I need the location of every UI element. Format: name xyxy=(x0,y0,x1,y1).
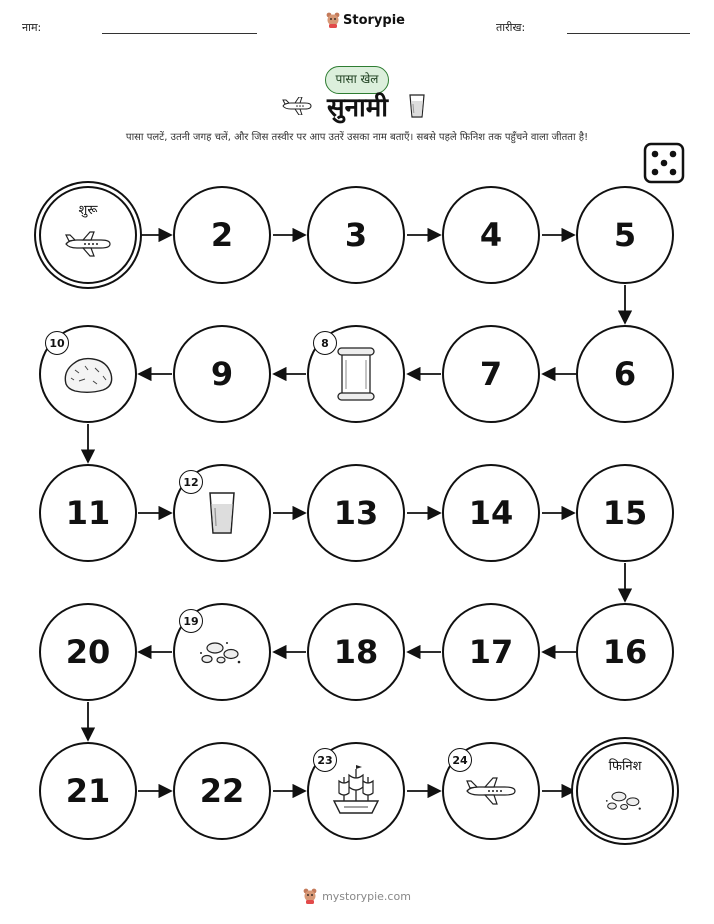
cell-6[interactable] xyxy=(576,325,674,423)
cell-15[interactable] xyxy=(576,464,674,562)
cell-22[interactable] xyxy=(173,742,271,840)
glass-icon xyxy=(207,490,237,536)
footer-url[interactable]: mystorypie.com xyxy=(322,889,411,903)
cell-number: 2 xyxy=(210,216,234,254)
ship-icon xyxy=(330,763,382,819)
pebbles-icon xyxy=(603,787,647,813)
cell-tag-19: 19 xyxy=(179,609,203,633)
cell-4[interactable] xyxy=(442,186,540,284)
cell-number: 17 xyxy=(468,633,514,671)
cell-start[interactable] xyxy=(39,186,137,284)
cell-number: 21 xyxy=(65,772,111,810)
date-label: तारीख: xyxy=(496,21,526,34)
cell-2[interactable] xyxy=(173,186,271,284)
finish-label: फिनिश xyxy=(608,759,642,774)
cell-tag-8: 8 xyxy=(313,331,337,355)
cell-18[interactable] xyxy=(307,603,405,701)
cell-number: 18 xyxy=(333,633,379,671)
name-label: नाम: xyxy=(22,21,42,34)
cell-number: 20 xyxy=(65,633,111,671)
cell-number: 22 xyxy=(199,772,245,810)
cell-16[interactable] xyxy=(576,603,674,701)
cell-11[interactable] xyxy=(39,464,137,562)
footer xyxy=(0,888,714,904)
cell-number: 4 xyxy=(479,216,503,254)
cell-number: 15 xyxy=(602,494,648,532)
airplane-icon xyxy=(63,231,113,257)
cell-tag-23: 23 xyxy=(313,748,337,772)
rock-icon xyxy=(61,354,115,394)
page-title: सुनामी xyxy=(327,93,389,123)
scroll-icon xyxy=(336,346,376,402)
brand-name: Storypie xyxy=(343,12,405,28)
cell-number: 7 xyxy=(479,355,503,393)
cell-tag-10: 10 xyxy=(45,331,69,355)
cell-number: 5 xyxy=(613,216,637,254)
cell-number: 14 xyxy=(468,494,514,532)
cell-finish[interactable] xyxy=(576,742,674,840)
cell-tag-12: 12 xyxy=(179,470,203,494)
instructions: पासा पलटें, उतनी जगह चलें, और जिस तस्वीर पर आप उतरें उसका नाम बताएँ। सबसे पहले फिनिश तक पहुँचने वाला जीतता है! xyxy=(125,132,589,143)
cell-number: 3 xyxy=(344,216,368,254)
cell-20[interactable] xyxy=(39,603,137,701)
cell-tag-24: 24 xyxy=(448,748,472,772)
start-label: शुरू xyxy=(78,203,98,218)
cell-14[interactable] xyxy=(442,464,540,562)
bear-icon xyxy=(303,888,317,904)
cell-9[interactable] xyxy=(173,325,271,423)
cell-7[interactable] xyxy=(442,325,540,423)
cell-number: 6 xyxy=(613,355,637,393)
cell-number: 11 xyxy=(65,494,111,532)
cell-17[interactable] xyxy=(442,603,540,701)
cell-number: 9 xyxy=(210,355,234,393)
cell-5[interactable] xyxy=(576,186,674,284)
cell-3[interactable] xyxy=(307,186,405,284)
game-type-badge: पासा खेल xyxy=(325,66,389,94)
cell-number: 13 xyxy=(333,494,379,532)
airplane-icon xyxy=(464,777,518,805)
cell-13[interactable] xyxy=(307,464,405,562)
cell-21[interactable] xyxy=(39,742,137,840)
cell-number: 16 xyxy=(602,633,648,671)
pebbles-icon xyxy=(197,637,247,667)
